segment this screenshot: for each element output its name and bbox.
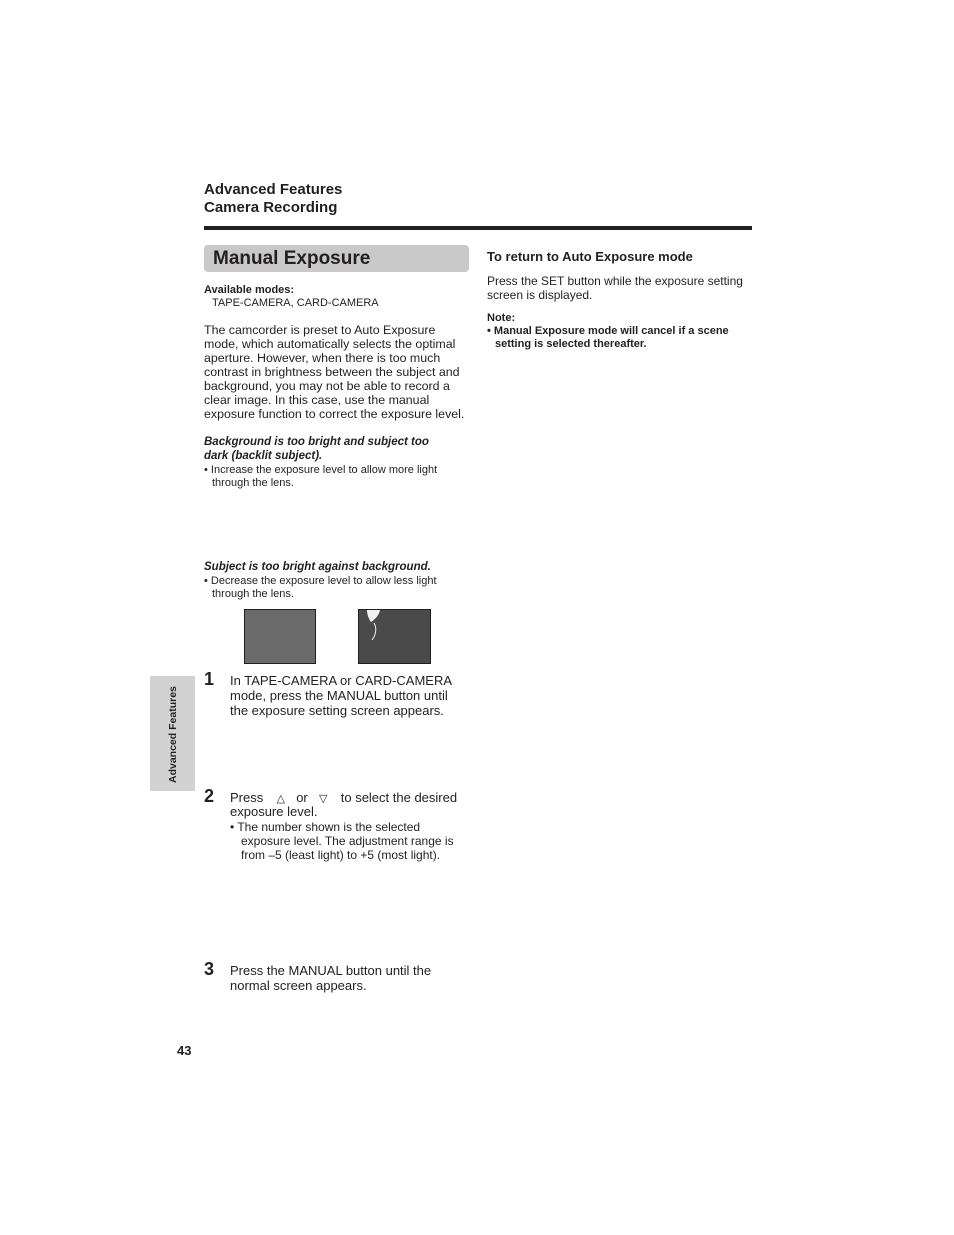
bright-subject-bullet-line: • Decrease the exposure level to allow less light (204, 575, 437, 587)
side-tab (150, 676, 195, 791)
up-arrow-icon: △ (276, 793, 285, 805)
backlit-heading-line: dark (backlit subject). (204, 450, 323, 462)
step-3-number: 3 (204, 959, 215, 979)
step-2-bullet-line: exposure level. The adjustment range is (241, 834, 454, 848)
intro-line: background, you may not be able to record a (204, 379, 450, 393)
intro-line: mode, which automatically selects the optimal (204, 337, 456, 351)
step-1-line: In TAPE-CAMERA or CARD-CAMERA (230, 673, 453, 688)
step-1-line: mode, press the MANUAL button until (230, 688, 448, 703)
step-1-text (230, 673, 452, 718)
step-2-bullet-line: • The number shown is the selected (230, 820, 421, 834)
note-line: setting is selected thereafter. (495, 338, 647, 350)
note-label: Note: (487, 312, 516, 324)
intro-line: The camcorder is preset to Auto Exposure (204, 323, 436, 337)
down-arrow-icon: ▽ (319, 793, 328, 805)
step-3-line: normal screen appears. (230, 978, 367, 993)
step-2-rest: to select the desired (340, 790, 458, 805)
backlit-bullet-line: through the lens. (212, 477, 294, 489)
note-line: • Manual Exposure mode will cancel if a scene (487, 325, 729, 337)
backlit-bullet-line: • Increase the exposure level to allow more light (204, 464, 438, 476)
step-2-bullet-line: from –5 (least light) to +5 (most light). (241, 848, 441, 862)
header-rule (204, 226, 752, 230)
step-2-bullet (230, 820, 454, 862)
auto-exposure-heading: To return to Auto Exposure mode (487, 249, 693, 264)
auto-exposure-body-line: Press the SET button while the exposure setting (487, 274, 743, 288)
intro-paragraph (204, 323, 474, 421)
section-header-line2: Camera Recording (204, 199, 338, 216)
section-header-line1: Advanced Features (204, 181, 343, 198)
bright-subject-bullet (204, 575, 437, 601)
step-3-line: Press the MANUAL button until the (230, 963, 432, 978)
exposure-screen-illustration-1 (244, 609, 316, 664)
intro-line: contrast in brightness between the subject and (204, 365, 460, 379)
backlit-bullet (204, 464, 437, 490)
step-2-number: 2 (204, 786, 215, 806)
available-modes-value: TAPE-CAMERA, CARD-CAMERA (212, 297, 379, 309)
step-3-text (230, 963, 431, 993)
intro-line: aperture. However, when there is too much (204, 351, 441, 365)
available-modes-label: Available modes: (204, 284, 295, 296)
note-text (487, 325, 729, 351)
page-title: Manual Exposure (213, 248, 371, 269)
intro-line: clear image. In this case, use the manual (204, 393, 430, 407)
page-number: 43 (177, 1043, 192, 1058)
backlit-heading (204, 435, 429, 463)
bright-subject-heading: Subject is too bright against background. (204, 561, 431, 573)
auto-exposure-body (487, 274, 743, 302)
intro-line: exposure function to correct the exposure level. (204, 407, 465, 421)
page-title-box (204, 245, 469, 272)
step-1-number: 1 (204, 669, 215, 689)
backlit-heading-line: Background is too bright and subject too (204, 436, 429, 448)
exposure-screen-illustration-2 (358, 609, 431, 664)
step-2-press: Press (230, 790, 264, 805)
side-tab-label: Advanced Features (167, 686, 179, 783)
step-2-line-2: exposure level. (230, 804, 318, 819)
auto-exposure-body-line: screen is displayed. (487, 288, 593, 302)
bright-subject-bullet-line: through the lens. (212, 588, 294, 600)
step-1-line: the exposure setting screen appears. (230, 703, 444, 718)
step-2-or: or (296, 790, 308, 805)
bright-subject-figure (359, 610, 430, 663)
